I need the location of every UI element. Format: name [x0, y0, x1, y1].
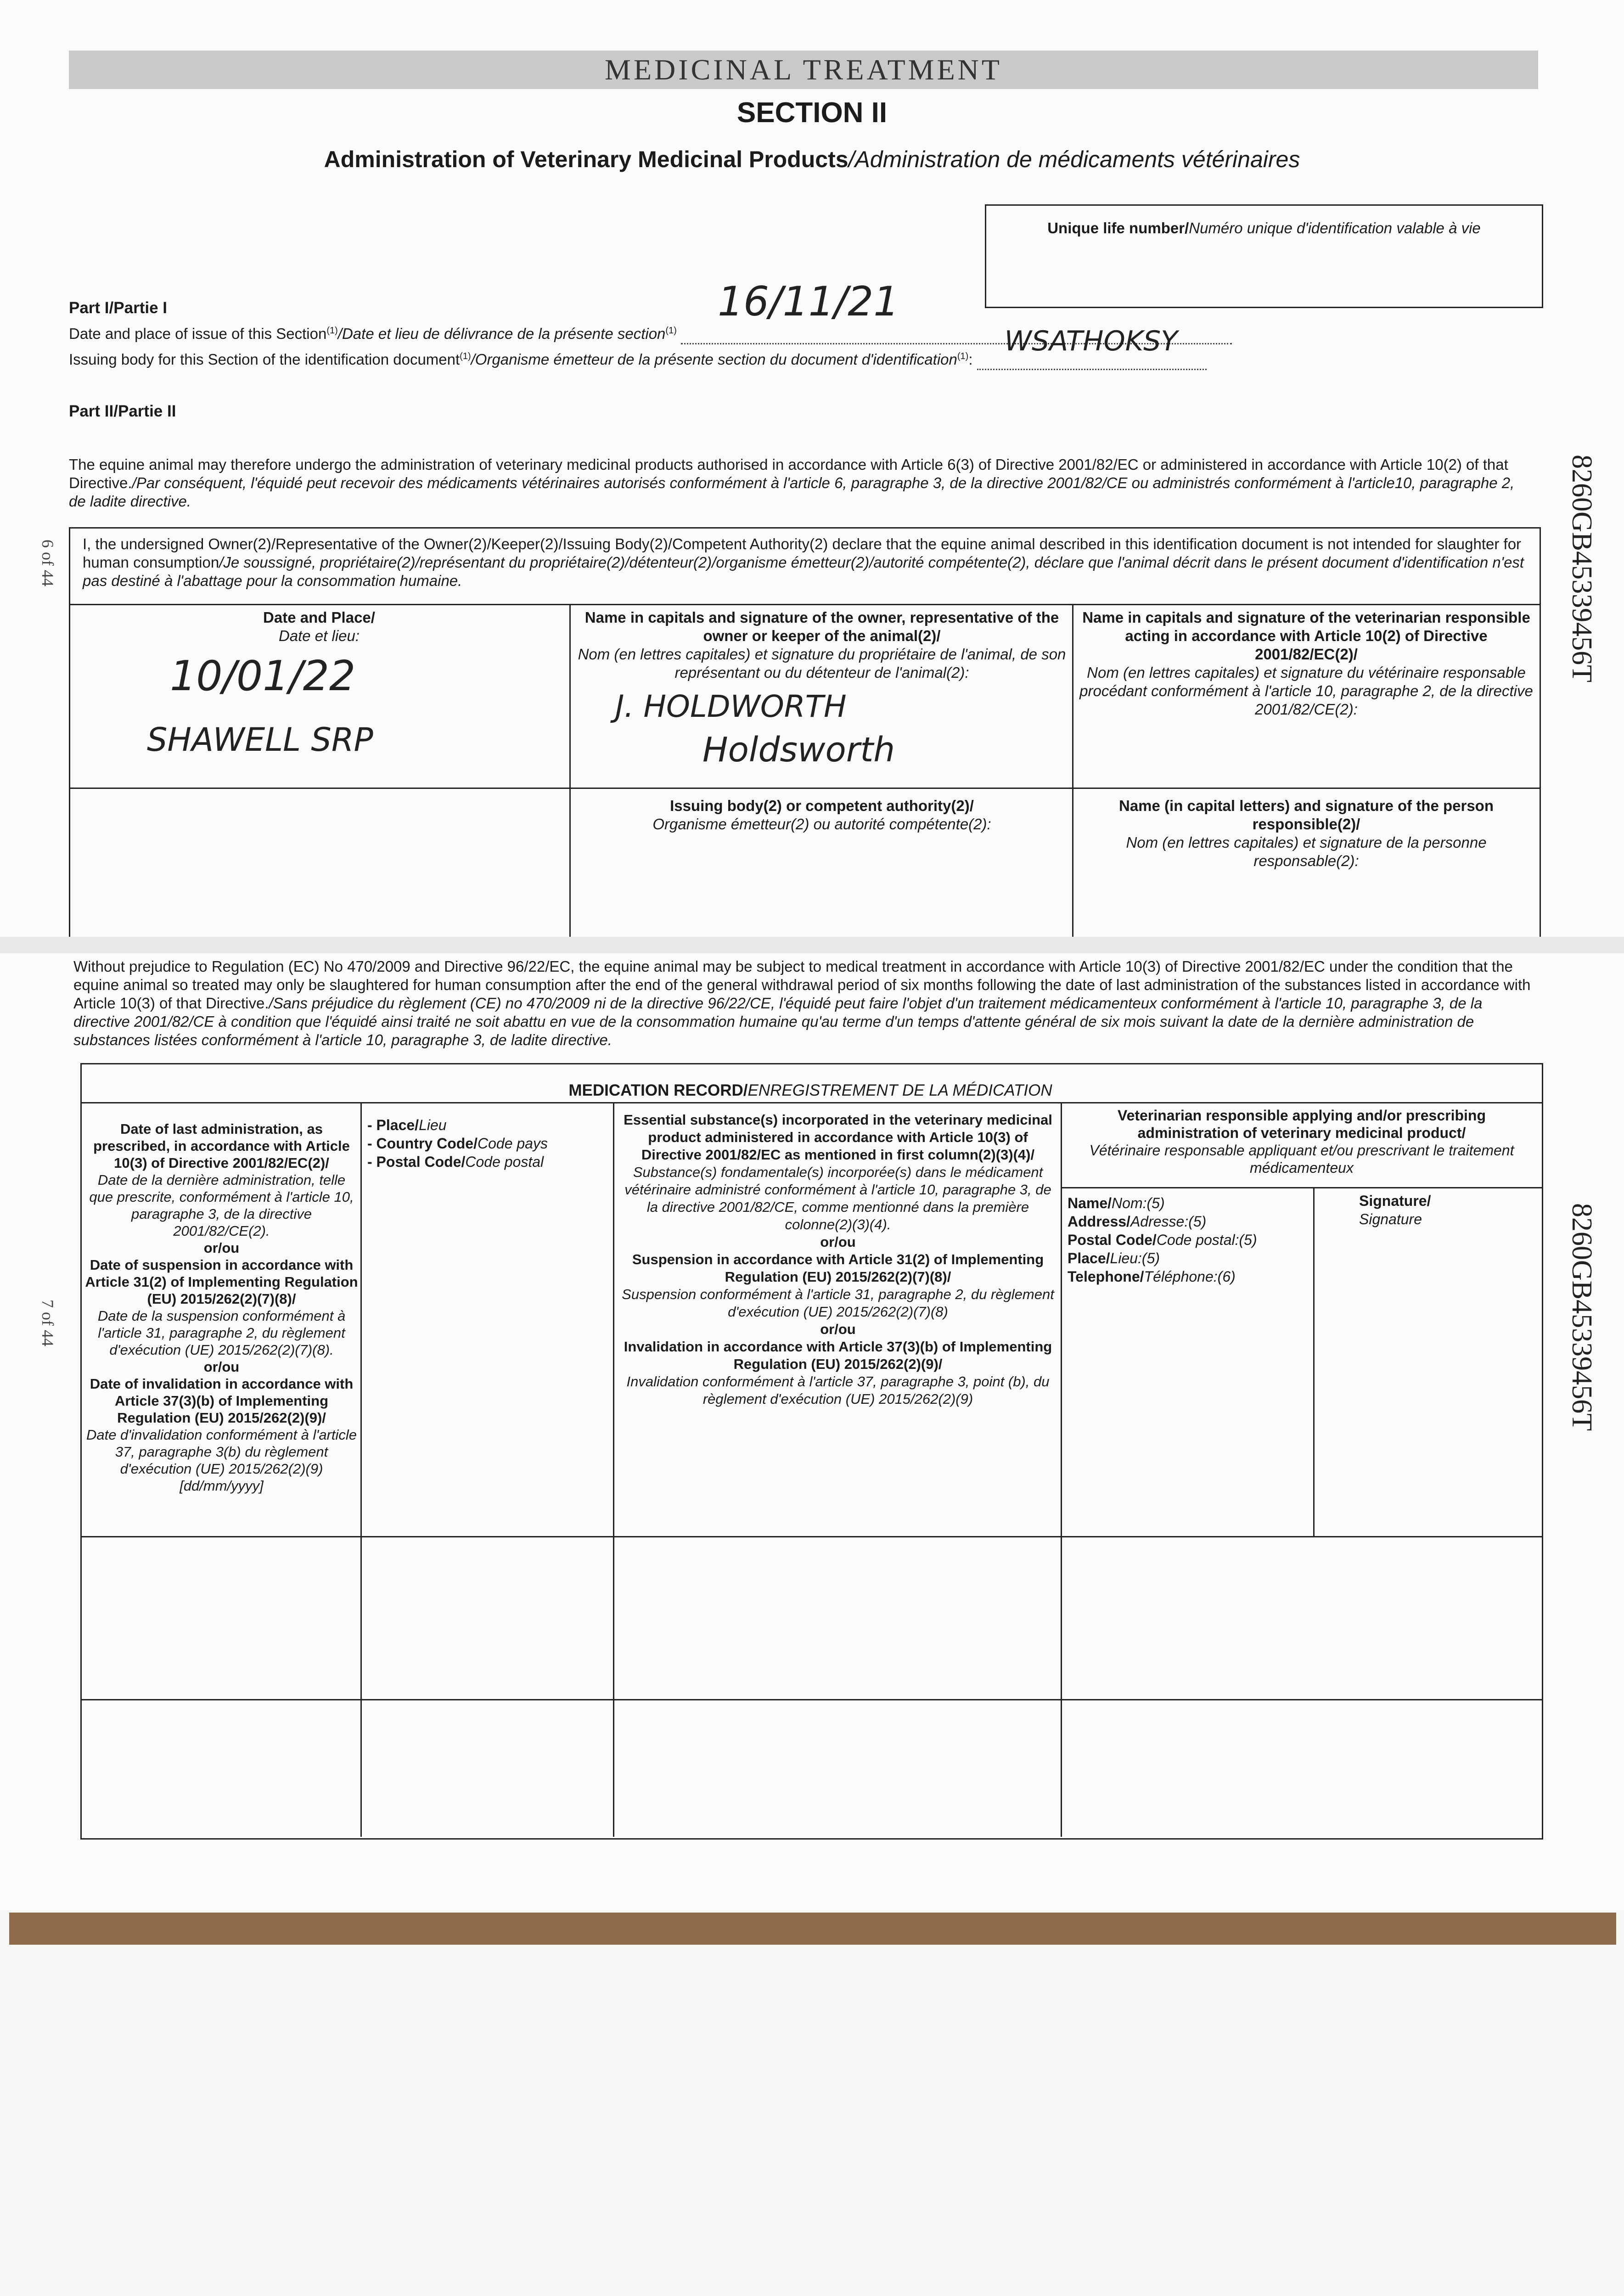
subtitle-fr: /Administration de médicaments vétérinaires: [848, 146, 1300, 172]
unique-life-number-box[interactable]: [985, 204, 1543, 308]
essential-substances-header: Essential substance(s) incorporated in the veterinary medicinal product administered in accordance with Article 10(3) of Directive 2001/82/EC as mentioned in first column(2)(3)(4)/ Substance(s) fondamentale(s) incorporée(s) dans le médicament vétérinaire administré conformément à l'article 10, paragraphe 3, de la directive 2001/82/CE, comme mentionné dans la première colonne(2)(3)(4). or/ou Suspension in accordance with Article 31(2) of Implementing Regulation (EU) 2015/262(2)(7)(8)/ Suspension conformément à l'article 31, paragraphe 2, du règlement d'exécution (UE) 2015/262(2)(7)(8) or/ou Invalidation in accordance with Article 37(3)(b) of Implementing Regulation (EU) 2015/262(2)(9)/ Invalidation conformément à l'article 37, paragraphe 3, point (b), du règlement d'exécution (UE) 2015/262(2)(9): [622, 1112, 1054, 1407]
medrecord-col-line-1: [360, 1102, 362, 1837]
section-title: SECTION II: [736, 97, 888, 129]
owner-signature-handwritten: Holdsworth: [702, 730, 895, 770]
medrecord-title-divider: [80, 1102, 1542, 1103]
declaration-col-line-1: [569, 604, 571, 940]
part1-line2: Issuing body for this Section of the identification document$^{(1)}$/Organisme émetteur de la présente section du document d'identification$^{(1)}$: WSATHOKSY: [69, 347, 1538, 370]
issuing-body-handwritten: WSATHOKSY: [1004, 325, 1178, 357]
vet-signature-col-line: [1313, 1187, 1315, 1536]
owner-signature-header: Name in capitals and signature of the owner, representative of the owner or keeper of the animal(2)/ Nom (en lettres capitales) et signature du propriétaire de l'animal, de son représentant ou du détenteur de l'animal(2):: [578, 609, 1066, 681]
place-code-header: - Place/Lieu - Country Code/Code pays - Postal Code/Code postal: [367, 1117, 548, 1170]
part1-heading: Part I/Partie I: [69, 299, 167, 317]
person-responsible-header: Name (in capital letters) and signature of the person responsible(2)/ Nom (en lettres capitales) et signature de la personne responsable(2):: [1119, 797, 1494, 869]
owner-name-handwritten: J. HOLDWORTH: [615, 689, 847, 724]
subtitle: [0, 146, 1624, 173]
part2-paragraph: The equine animal may therefore undergo the administration of veterinary medicinal products authorised in accordance with Article 6(3) of Directive 2001/82/EC or administered in accordance with Article 10(2) of that Directive./Par conséquent, l'équidé peut recevoir des médicaments vétérinaires autorisés conformément à l'article 6, paragraphe 3, de la directive 2001/82/CE ou administrés conformément à l'article10, paragraphe 2, de ladite directive.: [69, 456, 1515, 510]
veterinarian-signature-label: Signature/ Signature: [1359, 1193, 1431, 1227]
vet-header-divider: [1061, 1187, 1542, 1188]
date-of-administration-header: Date of last administration, as prescribed, in accordance with Article 10(3) of Directive 2001/82/EC(2)/ Date de la dernière administration, telle que prescrite, conformément à l'article 10, paragraphe 3, de la directive 2001/82/CE(2). or/ou Date of suspension in accordance with Article 31(2) of Implementing Regulation (EU) 2015/262(2)(7)(8)/ Date de la suspension conformément à l'article 31, paragraphe 2, du règlement d'exécution (UE) 2015/262(2)(7)(8). or/ou Date of invalidation in accordance with Article 37(3)(b) of Implementing Regulation (EU) 2015/262(2)(9)/ Date d'invalidation conformément à l'article 37, paragraphe 3(b) du règlement d'exécution (UE) 2015/262(2)(9) [dd/mm/yyyy]: [85, 1121, 358, 1494]
part3-paragraph: Without prejudice to Regulation (EC) No 470/2009 and Directive 96/22/EC, the equine animal may be subject to medical treatment in accordance with Article 10(3) of Directive 2001/82/EC under the condition that the equine animal so treated may only be slaughtered for human consumption after the end of the general withdrawal period of six months following the date of last administration of the substances listed in accordance with Article 10(3) of that Directive./Sans préjudice du règlement (CE) no 470/2009 ni de la directive 96/22/CE, l'équidé peut faire l'objet d'un traitement médicamenteux conformément à l'article 10, paragraphe 3, de la directive 2001/82/CE à condition que l'équidé ainsi traité ne soit abattu en vue de la consommation humaine qu'au terme d'un temps d'attente général de six mois suivant la date de la dernière administration de substances listées conformément à l'article 10, paragraphe 3, de ladite directive.: [73, 958, 1531, 1048]
declaration-text: I, the undersigned Owner(2)/Representative of the Owner(2)/Keeper(2)/Issuing Body(2)/Competent Authority(2) declare that the equine animal described in this identification document is not intended for slaughter for human consumption/Je soussigné, propriétaire(2)/représentant du propriétaire(2)/détenteur(2)/organisme émetteur(2)/autorité compétente(2), déclare que l'animal décrit dans le présent document d'identification n'est pas destiné à l'abattage pour la consommation humaine.: [83, 535, 1524, 589]
part2-heading: Part II/Partie II: [69, 402, 176, 420]
medrecord-col-line-2: [613, 1102, 614, 1837]
vet-signature-header: Name in capitals and signature of the veterinarian responsible acting in accordance with Article 10(2) of Directive 2001/82/EC(2)/ Nom (en lettres capitales) et signature du vétérinaire responsable procédant conformément à l'article 10, paragraphe 2, de la directive 2001/82/CE(2):: [1079, 609, 1533, 718]
veterinarian-details: Name/Nom:(5) Address/Adresse:(5) Postal Code/Code postal:(5) Place/Lieu:(5) Telephone/Téléphone:(6): [1068, 1195, 1257, 1285]
issue-date-handwritten: 16/11/21: [718, 278, 899, 325]
declaration-date-handwritten: 10/01/22: [170, 652, 356, 700]
uln-label: Unique life number/Numéro unique d'identification valable à vie: [1047, 219, 1481, 236]
medrecord-row-1-bottom[interactable]: [80, 1536, 1542, 1537]
declaration-col-line-2: [1072, 604, 1073, 940]
page-number-bottom: 7 of 44: [39, 1300, 57, 1346]
page-number-top: 6 of 44: [39, 540, 57, 586]
part1-line1: Date and place of issue of this Section$^{(1)}$/Date et lieu de délivrance de la présente section$^{(1)}$ 16/11/21: [69, 321, 1538, 344]
medication-record-title: MEDICATION RECORD/ENREGISTREMENT DE LA MÉDICATION: [568, 1081, 1052, 1099]
identification-code-bottom: 8260GB45339456T: [1566, 1203, 1597, 1431]
page-fold: [0, 937, 1624, 953]
subtitle-en: Administration of Veterinary Medicinal Products: [324, 146, 849, 172]
issuing-body-header: Issuing body(2) or competent authority(2)/ Organisme émetteur(2) ou autorité compétente(2):: [652, 797, 991, 833]
declaration-divider: [69, 604, 1540, 605]
scan-edge-strip: [9, 1913, 1616, 1945]
banner-title: MEDICINAL TREATMENT: [69, 51, 1538, 89]
medrecord-row-2-bottom[interactable]: [80, 1699, 1542, 1700]
identification-code-top: 8260GB45339456T: [1566, 455, 1597, 682]
veterinarian-header: Veterinarian responsible applying and/or prescribing administration of veterinary medicinal product/ Vétérinaire responsable appliquant et/ou prescrivant le traitement médicamenteux: [1089, 1107, 1514, 1176]
date-place-header: Date and Place/ Date et lieu:: [263, 609, 375, 644]
medrecord-col-line-3: [1061, 1102, 1062, 1837]
declaration-place-handwritten: SHAWELL SRP: [147, 721, 373, 759]
declaration-row-divider: [69, 788, 1540, 789]
